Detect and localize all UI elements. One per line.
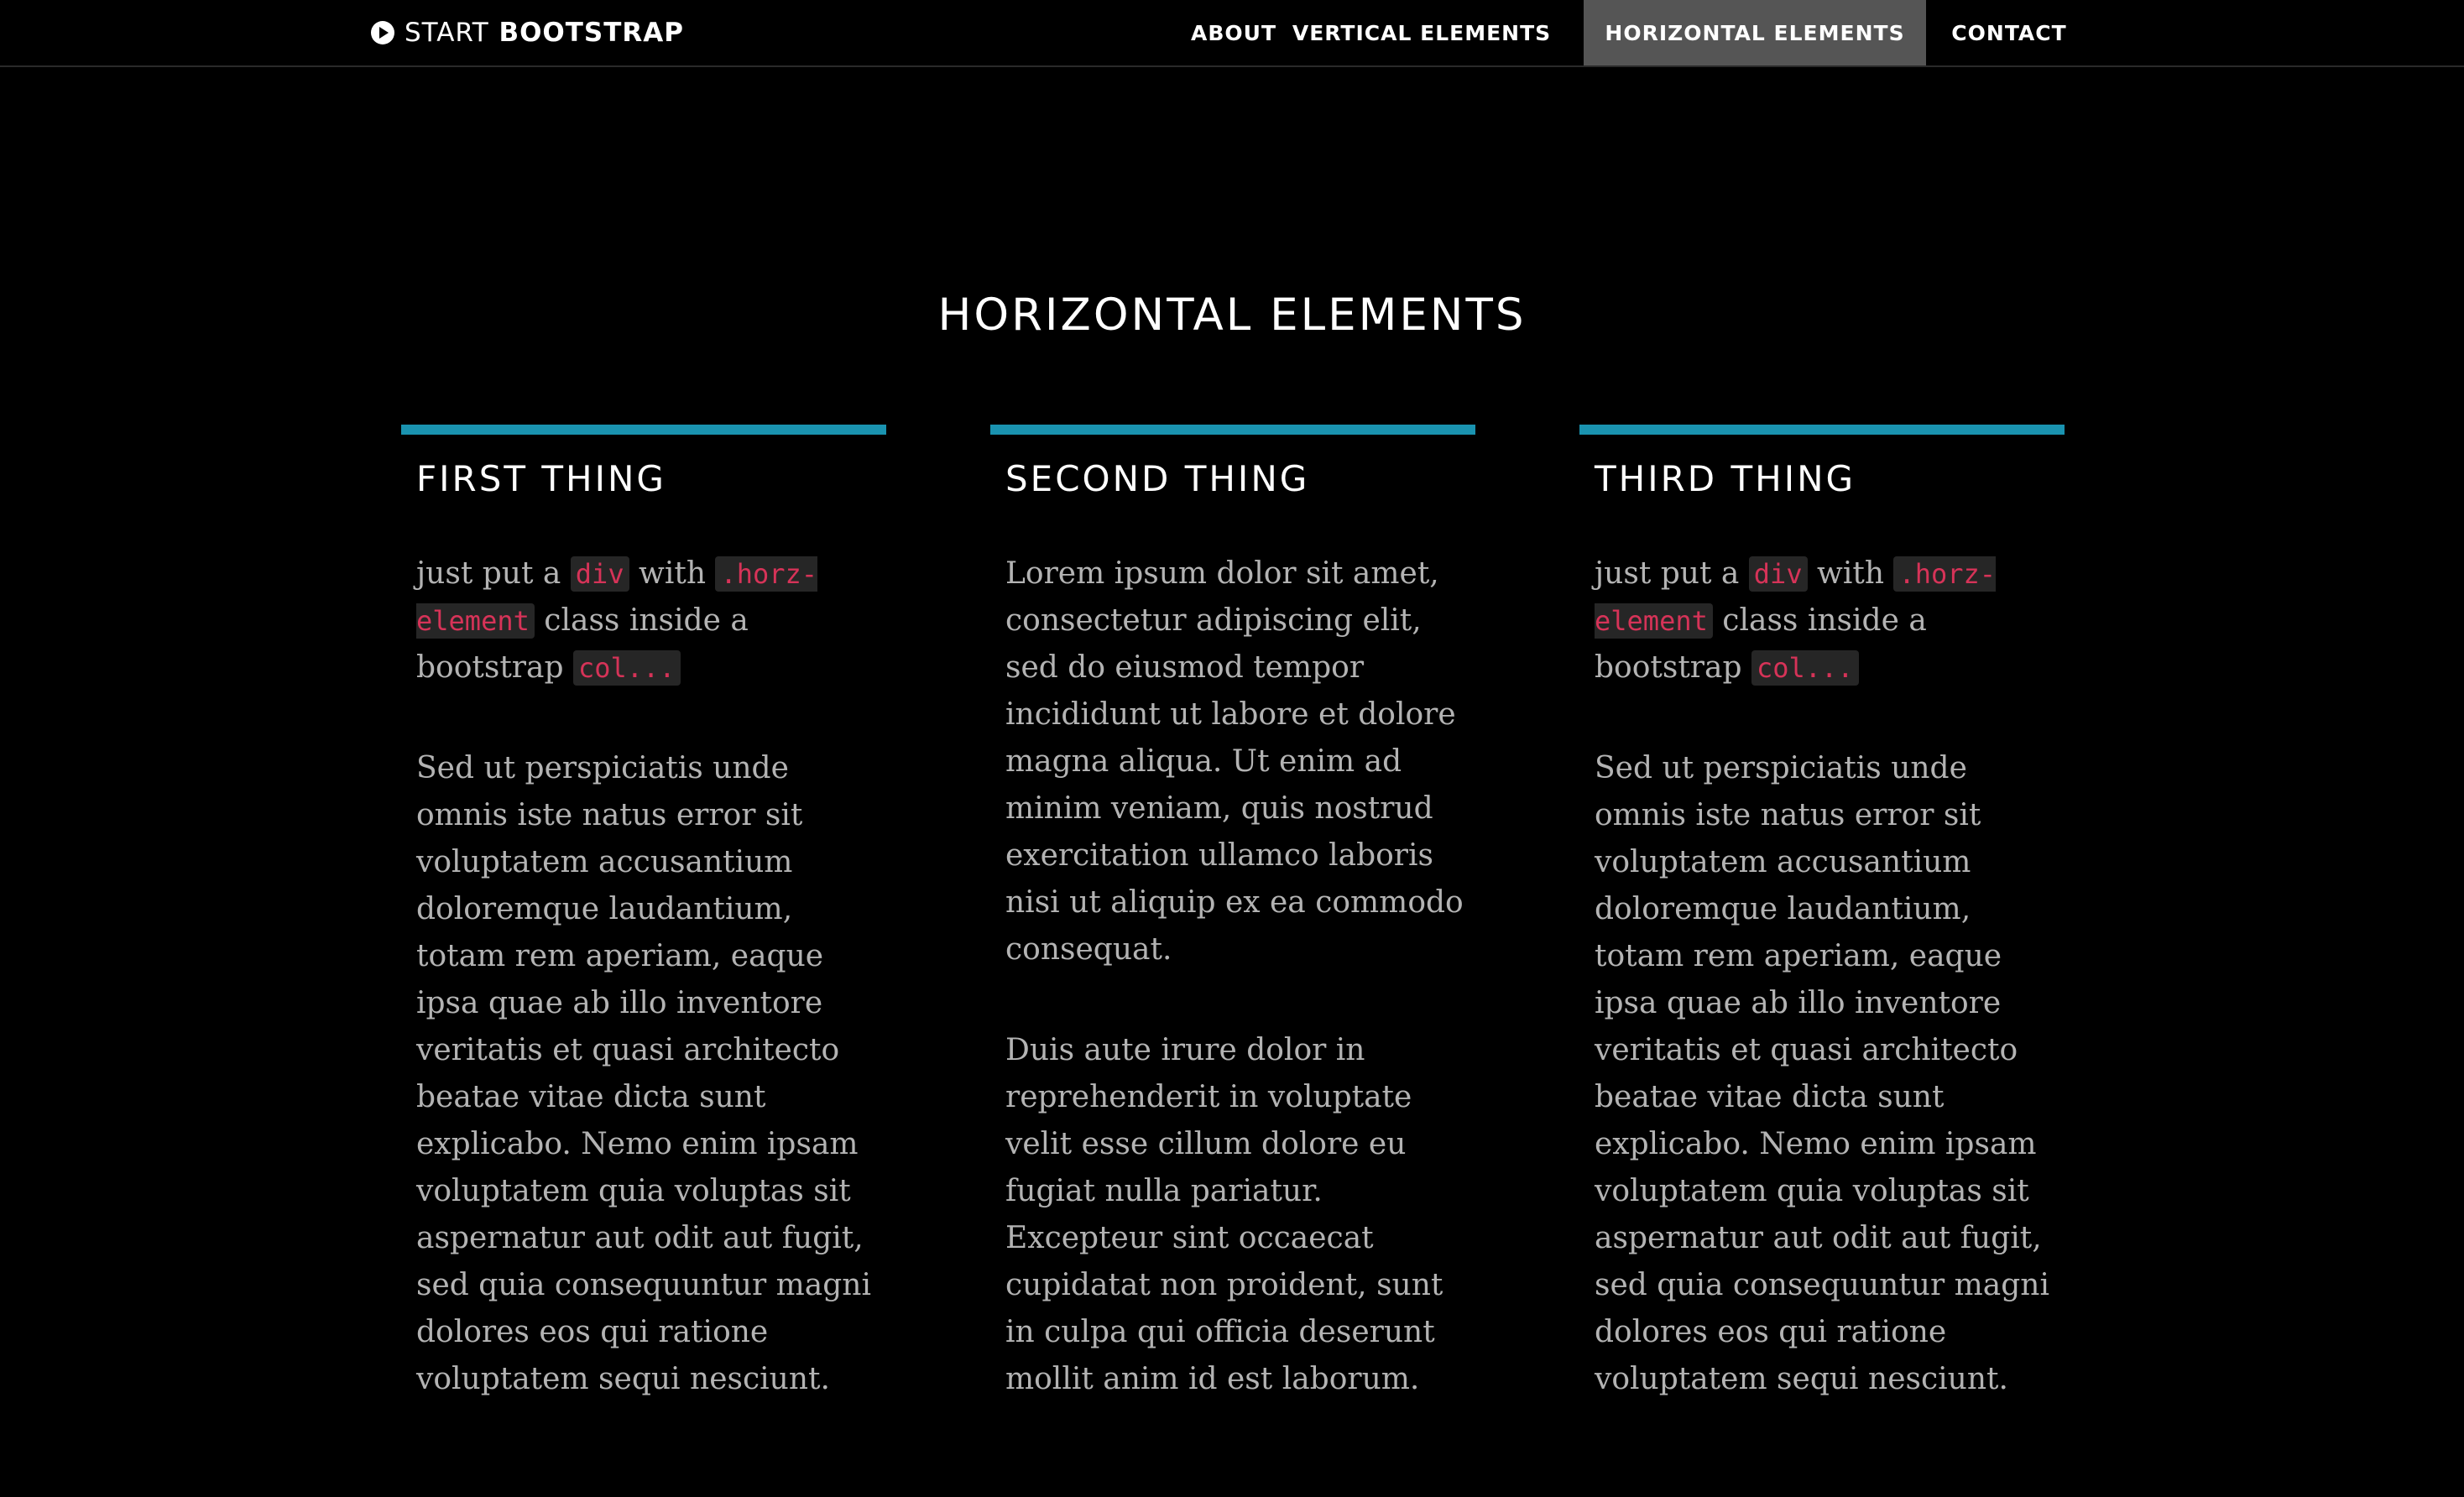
code-col: col... <box>1751 650 1859 686</box>
column-accent-bar <box>990 425 1475 435</box>
column-third <box>1579 425 2065 1457</box>
column-body <box>401 550 886 1403</box>
section-title: HORIZONTAL ELEMENTS <box>937 289 1527 341</box>
code-col: col... <box>573 650 681 686</box>
column-first <box>401 425 886 1457</box>
column-accent-bar <box>401 425 886 435</box>
nav-item-about[interactable]: ABOUT <box>1190 20 1276 45</box>
code-horz-element: .horz-element <box>1595 558 1997 638</box>
column-body <box>1579 550 2065 1403</box>
nav-item-vertical-elements[interactable]: VERTICAL ELEMENTS <box>1292 20 1552 45</box>
intro-text: class inside a bootstrap <box>416 603 749 686</box>
code-horz-element: .horz-element <box>416 558 818 638</box>
play-circle-icon <box>371 21 394 44</box>
body-paragraph: Duis aute irure dolor in reprehenderit in voluptate velit esse cillum dolore eu fugiat nulla pariatur. Excepteur sint occaecat cupidatat non proident, sunt in culpa qui officia deserunt mollit anim id est laborum. <box>1005 1033 1443 1397</box>
body-paragraph: Sed ut perspiciatis unde omnis iste natus error sit voluptatem accusantium doloremque laudantium, totam rem aperiam, eaque ipsa quae ab illo inventore veritatis et quasi architecto beatae vitae dicta sunt explicabo. Nemo enim ipsam voluptatem quia voluptas sit aspernatur aut odit aut fugit, sed quia consequuntur magni dolores eos qui ratione voluptatem sequi nesciunt. <box>1595 751 2049 1397</box>
brand-link[interactable] <box>371 0 684 65</box>
intro-paragraph <box>1595 550 2056 691</box>
nav-item-horizontal-elements[interactable]: HORIZONTAL ELEMENTS <box>1584 0 1926 65</box>
column-body <box>990 550 1475 1403</box>
column-heading: FIRST THING <box>416 458 666 499</box>
nav-item-contact[interactable]: CONTACT <box>1951 20 2067 45</box>
intro-text: with <box>629 556 716 592</box>
column-heading: SECOND THING <box>1005 458 1310 499</box>
column-heading: THIRD THING <box>1595 458 1856 499</box>
intro-paragraph <box>416 550 878 691</box>
intro-text: with <box>1807 556 1894 592</box>
navbar <box>0 0 2464 67</box>
code-div: div <box>1749 556 1808 592</box>
intro-text: just put a <box>1595 556 1749 592</box>
code-div: div <box>571 556 629 592</box>
intro-text: class inside a bootstrap <box>1595 603 1927 686</box>
body-paragraph: Lorem ipsum dolor sit amet, consectetur adipiscing elit, sed do eiusmod tempor incididunt ut labore et dolore magna aliqua. Ut enim ad minim veniam, quis nostrud exercitation ullamco laboris nisi ut aliquip ex ea commodo consequat. <box>1005 556 1464 968</box>
body-paragraph: Sed ut perspiciatis unde omnis iste natus error sit voluptatem accusantium doloremque laudantium, totam rem aperiam, eaque ipsa quae ab illo inventore veritatis et quasi architecto beatae vitae dicta sunt explicabo. Nemo enim ipsam voluptatem quia voluptas sit aspernatur aut odit aut fugit, sed quia consequuntur magni dolores eos qui ratione voluptatem sequi nesciunt. <box>416 751 871 1397</box>
column-accent-bar <box>1579 425 2065 435</box>
brand-part2: BOOTSTRAP <box>499 18 684 48</box>
intro-text: just put a <box>416 556 571 592</box>
column-second <box>990 425 1475 1457</box>
brand-text <box>405 18 684 48</box>
brand-part1: START <box>405 18 489 48</box>
